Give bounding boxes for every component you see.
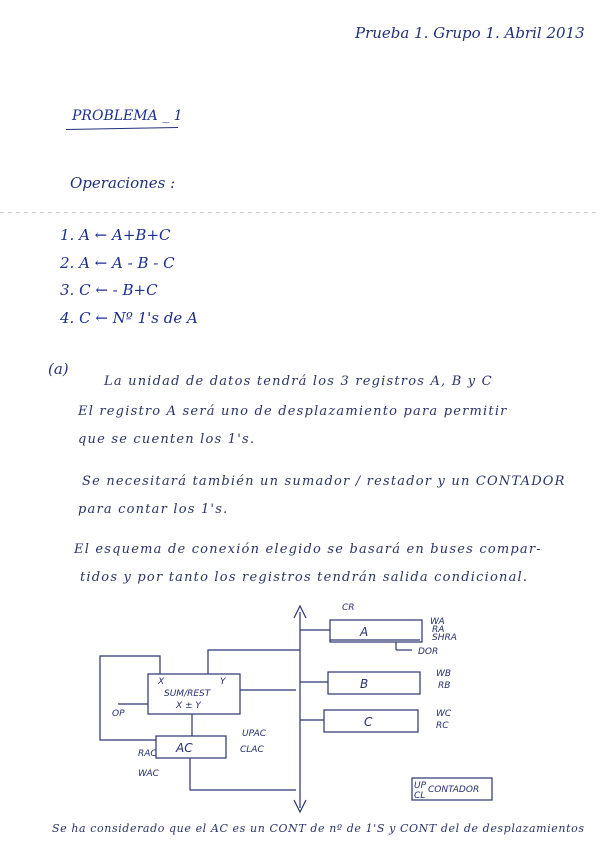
- paragraph-1-line-3: que se cuenten los 1's.: [78, 432, 256, 447]
- operation-1: 1. A ← A+B+C: [60, 226, 171, 244]
- signal-clac: CLAC: [240, 745, 264, 755]
- paragraph-1-line-1: La unidad de datos tendrá los 3 registros A, B y C: [104, 374, 493, 389]
- signal-op: OP: [112, 709, 125, 719]
- signal-wac: WAC: [138, 769, 159, 779]
- signal-cr: CR: [342, 603, 355, 613]
- signal-wb: WB: [436, 669, 452, 679]
- signal-wc: WC: [436, 709, 452, 719]
- part-label: (a): [48, 360, 69, 378]
- paragraph-3-line-1: El esquema de conexión elegido se basará en buses compar-: [74, 542, 542, 557]
- operation-3: 3. C ← - B+C: [60, 281, 158, 299]
- signal-dor: DOR: [418, 647, 439, 657]
- signal-up: UP: [414, 781, 427, 791]
- register-a-label: A: [360, 625, 369, 639]
- ac-label: AC: [176, 741, 193, 755]
- paragraph-3-line-2: tidos y por tanto los registros tendrán salida condicional.: [80, 570, 529, 585]
- operations-title: Operaciones :: [70, 174, 176, 192]
- signal-rc: RC: [436, 721, 449, 731]
- paragraph-2-line-1: Se necesitará también un sumador / restador y un CONTADOR: [82, 474, 566, 489]
- problem-title: PROBLEMA _ 1: [72, 108, 183, 124]
- footer-note: Se ha considerado que el AC es un CONT de nº de 1'S y CONT del de desplazamientos: [52, 822, 585, 835]
- page-header: Prueba 1. Grupo 1. Abril 2013: [355, 24, 585, 42]
- signal-shra: SHRA: [432, 633, 457, 643]
- operation-4: 4. C ← Nº 1's de A: [60, 309, 198, 327]
- signal-rb: RB: [438, 681, 451, 691]
- adder-y-input: Y: [220, 677, 226, 687]
- register-c-label: C: [364, 715, 373, 729]
- signal-upac: UPAC: [242, 729, 267, 739]
- register-b-label: B: [360, 677, 369, 691]
- signal-cl: CL: [414, 791, 426, 801]
- signal-ra: RA: [432, 625, 445, 635]
- counter-label: CONTADOR: [428, 785, 480, 795]
- adder-x-input: X: [158, 677, 165, 687]
- adder-label: SUM/REST: [164, 689, 211, 699]
- signal-rac: RAC: [138, 749, 157, 759]
- signal-wa: WA: [430, 617, 445, 627]
- paragraph-1-line-2: El registro A será uno de desplazamiento para permitir: [78, 404, 508, 419]
- operation-2: 2. A ← A - B - C: [60, 254, 175, 272]
- paragraph-2-line-2: para contar los 1's.: [78, 502, 229, 517]
- adder-sub-label: X ± Y: [176, 701, 201, 711]
